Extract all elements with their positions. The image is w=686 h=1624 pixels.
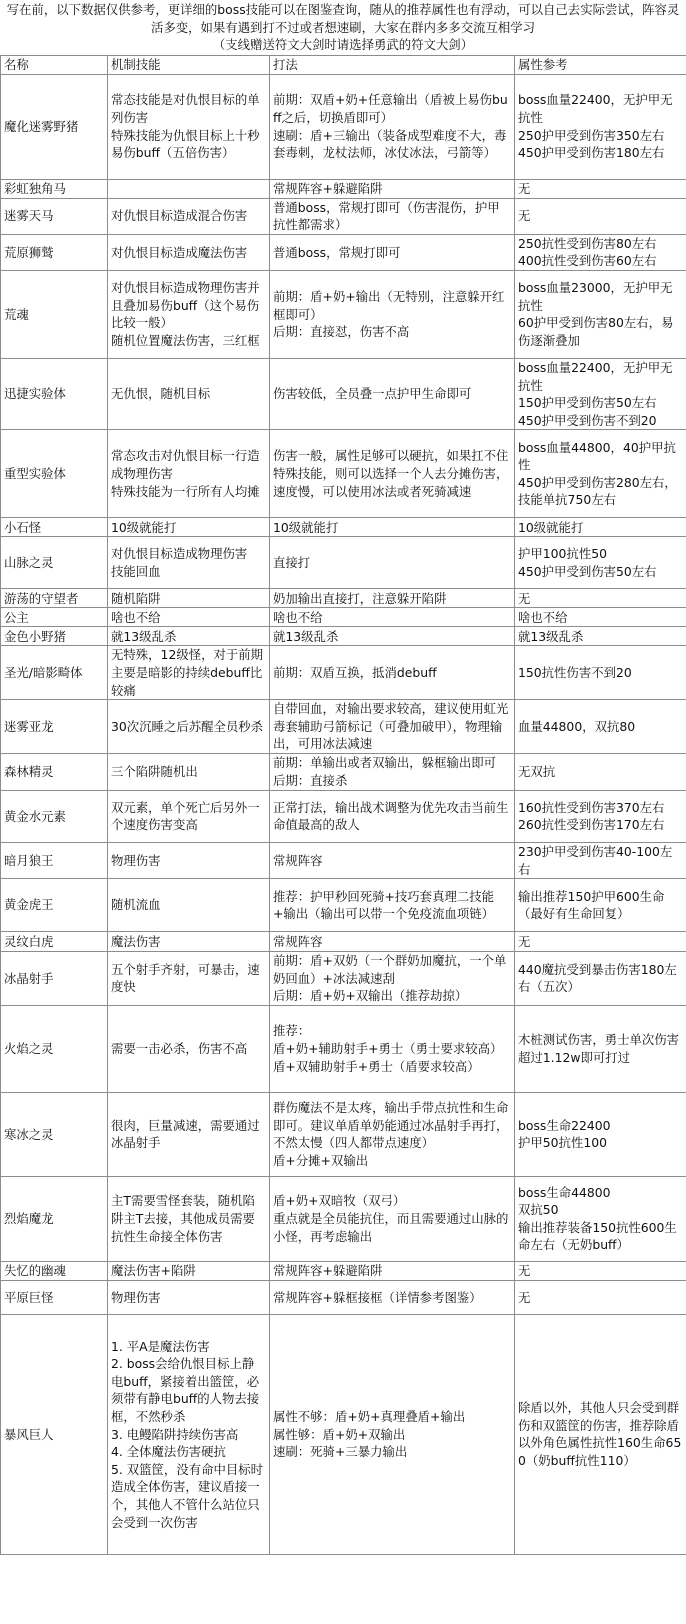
cell-name: 重型实验体 [1,430,108,518]
cell-attribute: 160抗性受到伤害370左右 260抗性受到伤害170左右 [515,790,686,842]
table-row [1,1261,686,1280]
cell-name: 平原巨怪 [1,1280,108,1314]
cell-attribute: 无 [515,1280,686,1314]
table-row [1,627,686,646]
cell-attribute: 啥也不给 [515,608,686,627]
table-row [1,1176,686,1261]
cell-tactic: 前期：盾+奶+输出（无特别，注意躲开红框即可） 后期：直接怼，伤害不高 [270,270,515,358]
cell-tactic: 常规阵容+躲避陷阱 [270,1261,515,1280]
cell-name: 迅捷实验体 [1,358,108,429]
table-row [1,1005,686,1092]
cell-name: 金色小野猪 [1,627,108,646]
cell-attribute: 木桩测试伤害，勇士单次伤害超过1.12w即可打过 [515,1005,686,1092]
cell-mechanic: 30次沉睡之后苏醒全员秒杀 [108,700,270,754]
cell-mechanic: 魔法伤害+陷阱 [108,1261,270,1280]
intro-line-1: 写在前，以下数据仅供参考，更详细的boss技能可以在图鉴查询，随从的推荐属性也有浮动，可以自己去实际尝试，阵容灵活多变，如果有遇到打不过或者想速刷，大家在群内多多交流互相学习 [6,2,680,35]
table-row [1,430,686,518]
cell-attribute: 血量44800，双抗80 [515,700,686,754]
cell-mechanic: 随机流血 [108,879,270,932]
cell-tactic: 奶加输出直接打，注意躲开陷阱 [270,589,515,608]
table-row [1,589,686,608]
cell-attribute: 无 [515,198,686,234]
table-header-row [1,56,686,75]
cell-tactic: 常规阵容+躲避陷阱 [270,179,515,198]
table-row [1,842,686,878]
cell-attribute: 无 [515,589,686,608]
table-row [1,518,686,537]
cell-tactic: 盾+奶+双暗牧（双弓） 重点就是全员能抗住，而且需要通过山脉的小怪，再考虑输出 [270,1176,515,1261]
cell-mechanic: 啥也不给 [108,608,270,627]
cell-tactic: 常规阵容 [270,932,515,952]
cell-attribute: 无 [515,1261,686,1280]
table-row [1,74,686,179]
cell-name: 灵纹白虎 [1,932,108,952]
cell-tactic: 伤害一般，属性足够可以硬抗，如果扛不住特殊技能，则可以选择一个人去分摊伤害，速度慢，可以使用冰法或者死骑减速 [270,430,515,518]
cell-mechanic: 10级就能打 [108,518,270,537]
cell-mechanic: 对仇恨目标造成物理伤害 技能回血 [108,537,270,589]
cell-name: 黄金水元素 [1,790,108,842]
cell-tactic: 普通boss，常规打即可 [270,234,515,270]
cell-attribute: boss血量23000，无护甲无抗性 60护甲受到伤害80左右，易伤逐渐叠加 [515,270,686,358]
table-row [1,270,686,358]
cell-tactic: 就13级乱杀 [270,627,515,646]
cell-tactic: 常规阵容 [270,842,515,878]
cell-tactic: 属性不够：盾+奶+真理叠盾+输出 属性够：盾+奶+双输出 速刷：死骑+三暴力输出 [270,1314,515,1554]
cell-mechanic: 双元素，单个死亡后另外一个速度伤害变高 [108,790,270,842]
cell-tactic: 前期：双盾+奶+任意输出（盾被上易伤buff之后，切换盾即可） 速刷：盾+三输出（装备成型难度不大，毒套毒刺，龙杖法师，冰仗冰法，弓箭等） [270,74,515,179]
cell-name: 游荡的守望者 [1,589,108,608]
header-attribute: 属性参考 [515,56,686,75]
cell-tactic: 前期：单输出或者双输出，躲框输出即可 后期：直接杀 [270,753,515,790]
table-row [1,790,686,842]
cell-name: 火焰之灵 [1,1005,108,1092]
cell-name: 小石怪 [1,518,108,537]
cell-name: 公主 [1,608,108,627]
cell-mechanic: 物理伤害 [108,1280,270,1314]
cell-tactic: 群伤魔法不是太疼，输出手带点抗性和生命即可。建议单盾单奶能通过冰晶射手再打，不然太慢（四人都带点速度） 盾+分摊+双输出 [270,1092,515,1176]
cell-attribute: 就13级乱杀 [515,627,686,646]
table-row [1,1280,686,1314]
cell-mechanic: 随机陷阱 [108,589,270,608]
header-tactic: 打法 [270,56,515,75]
cell-attribute: 无 [515,932,686,952]
cell-tactic: 啥也不给 [270,608,515,627]
cell-tactic: 常规阵容+躲框接框（详情参考图鉴） [270,1280,515,1314]
cell-mechanic: 三个陷阱随机出 [108,753,270,790]
table-row [1,753,686,790]
cell-name: 森林精灵 [1,753,108,790]
table-row [1,700,686,754]
cell-mechanic: 常态技能是对仇恨目标的单列伤害 特殊技能为仇恨目标上十秒易伤buff（五倍伤害） [108,74,270,179]
cell-name: 荒魂 [1,270,108,358]
cell-tactic: 推荐： 盾+奶+辅助射手+勇士（勇士要求较高） 盾+双辅助射手+勇士（盾要求较高） [270,1005,515,1092]
boss-table [0,55,686,1555]
cell-name: 烈焰魔龙 [1,1176,108,1261]
cell-name: 山脉之灵 [1,537,108,589]
cell-mechanic: 五个射手齐射，可暴击，速度快 [108,952,270,1006]
cell-name: 迷雾亚龙 [1,700,108,754]
table-row [1,179,686,198]
table-row [1,952,686,1006]
table-row [1,234,686,270]
cell-mechanic: 物理伤害 [108,842,270,878]
cell-mechanic: 就13级乱杀 [108,627,270,646]
table-row [1,879,686,932]
intro-line-2: （支线赠送符文大剑时请选择勇武的符文大剑） [212,37,474,53]
table-row [1,608,686,627]
cell-tactic: 普通boss，常规打即可（伤害混伤，护甲抗性都需求） [270,198,515,234]
cell-name: 圣光/暗影畸体 [1,646,108,700]
cell-name: 寒冰之灵 [1,1092,108,1176]
cell-attribute: boss血量22400，无护甲无抗性 250护甲受到伤害350左右 450护甲受到伤害180左右 [515,74,686,179]
cell-mechanic: 无特殊，12级怪，对于前期主要是暗影的持续debuff比较痛 [108,646,270,700]
table-row [1,358,686,429]
cell-mechanic: 对仇恨目标造成混合伤害 [108,198,270,234]
cell-attribute: 250抗性受到伤害80左右 400抗性受到伤害60左右 [515,234,686,270]
cell-attribute: boss血量44800，40护甲抗性 450护甲受到伤害280左右，技能单抗750左右 [515,430,686,518]
cell-tactic: 10级就能打 [270,518,515,537]
cell-name: 失忆的幽魂 [1,1261,108,1280]
cell-tactic: 直接打 [270,537,515,589]
cell-mechanic: 对仇恨目标造成物理伤害并且叠加易伤buff（这个易伤比较一般） 随机位置魔法伤害，三红框 [108,270,270,358]
cell-name: 荒原狮鹫 [1,234,108,270]
cell-attribute: 230护甲受到伤害40-100左右 [515,842,686,878]
cell-attribute: 无双抗 [515,753,686,790]
cell-mechanic: 对仇恨目标造成魔法伤害 [108,234,270,270]
cell-mechanic [108,179,270,198]
cell-name: 黄金虎王 [1,879,108,932]
cell-attribute: boss生命44800 双抗50 输出推荐装备150抗性600生命左右（无奶buff） [515,1176,686,1261]
cell-name: 迷雾天马 [1,198,108,234]
cell-name: 彩虹独角马 [1,179,108,198]
cell-attribute: 10级就能打 [515,518,686,537]
table-row [1,537,686,589]
cell-mechanic: 1. 平A是魔法伤害 2. boss会给仇恨目标上静电buff，紧接着出篮筐，必须带有静电buff的人物去接框，不然秒杀 3. 电鳗陷阱持续伤害高 4. 全体魔法伤害硬抗 5. 双篮筐，没有命中目标时造成全体伤害，建议盾接一个，其他人不管什么站位只会受到一次伤害 [108,1314,270,1554]
cell-name: 暗月狼王 [1,842,108,878]
table-row [1,1314,686,1554]
cell-mechanic: 魔法伤害 [108,932,270,952]
header-name: 名称 [1,56,108,75]
cell-mechanic: 无仇恨，随机目标 [108,358,270,429]
cell-name: 冰晶射手 [1,952,108,1006]
table-row [1,646,686,700]
intro-note [0,0,686,55]
table-row [1,1092,686,1176]
cell-mechanic: 常态攻击对仇恨目标一行造成物理伤害 特殊技能为一行所有人均摊 [108,430,270,518]
cell-attribute: 440魔抗受到暴击伤害180左右（五次） [515,952,686,1006]
cell-attribute: 输出推荐150护甲600生命（最好有生命回复） [515,879,686,932]
cell-attribute: 无 [515,179,686,198]
cell-tactic: 正常打法，输出战术调整为优先攻击当前生命值最高的敌人 [270,790,515,842]
cell-attribute: 除盾以外，其他人只会受到群伤和双篮筐的伤害，推荐除盾以外角色属性抗性160生命650（奶buff抗性110） [515,1314,686,1554]
cell-attribute: 150抗性伤害不到20 [515,646,686,700]
table-row [1,932,686,952]
cell-name: 魔化迷雾野猪 [1,74,108,179]
table-row [1,198,686,234]
cell-attribute: boss生命22400 护甲50抗性100 [515,1092,686,1176]
cell-tactic: 推荐：护甲秒回死骑+技巧套真理二技能+输出（输出可以带一个免疫流血项链） [270,879,515,932]
cell-tactic: 伤害较低，全员叠一点护甲生命即可 [270,358,515,429]
cell-name: 暴风巨人 [1,1314,108,1554]
cell-attribute: 护甲100抗性50 450护甲受到伤害50左右 [515,537,686,589]
cell-mechanic: 很肉，巨量减速，需要通过冰晶射手 [108,1092,270,1176]
cell-tactic: 自带回血，对输出要求较高，建议使用虹光毒套辅助弓箭标记（可叠加破甲），物理输出，可用冰法减速 [270,700,515,754]
header-mechanic: 机制技能 [108,56,270,75]
cell-tactic: 前期：双盾互换，抵消debuff [270,646,515,700]
cell-attribute: boss血量22400，无护甲无抗性 150护甲受到伤害50左右 450护甲受到伤害不到20 [515,358,686,429]
cell-tactic: 前期：盾+双奶（一个群奶加魔抗，一个单奶回血）+冰法减速刮 后期：盾+奶+双输出（推荐劫掠） [270,952,515,1006]
cell-mechanic: 主T需要雪怪套装，随机陷阱主T去接，其他成员需要抗性生命接全体伤害 [108,1176,270,1261]
cell-mechanic: 需要一击必杀，伤害不高 [108,1005,270,1092]
